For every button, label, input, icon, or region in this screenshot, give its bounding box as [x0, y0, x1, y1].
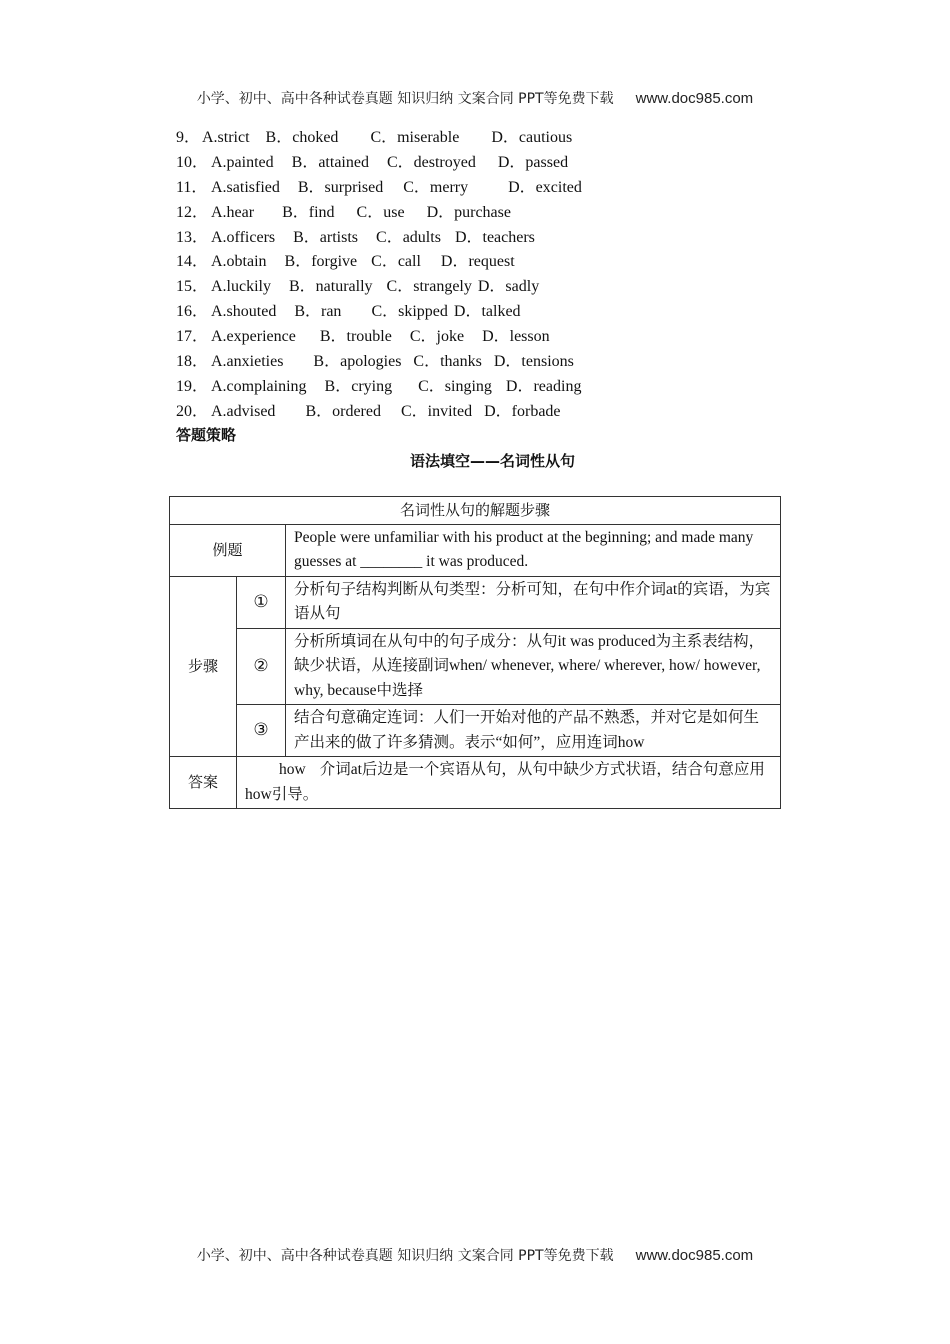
- table-header-row: [170, 497, 781, 525]
- answer-label: 答案: [170, 757, 237, 809]
- option-a: A.painted: [211, 153, 274, 171]
- question-item: [176, 400, 596, 425]
- answer-row: [170, 757, 781, 809]
- question-number: 12．: [176, 203, 209, 221]
- option-d: D．talked: [453, 303, 521, 321]
- option-d: D．reading: [505, 377, 582, 395]
- step-text: 结合句意确定连词：人们一开始对他的产品不熟悉，并对它是如何生产出来的做了许多猜测。表示“如何”，应用连词how: [286, 705, 781, 757]
- answer-text: 介词at后边是一个宾语从句，从句中缺少方式状语，结合句意应用how引导。: [245, 761, 765, 803]
- option-c: C．destroyed: [386, 153, 476, 171]
- question-item: [176, 151, 596, 176]
- option-c: C．strangely: [386, 278, 472, 296]
- option-d: D．teachers: [454, 228, 535, 246]
- option-c: C．invited: [400, 402, 473, 420]
- step-mark: ①: [237, 576, 286, 628]
- option-c: C．miserable: [370, 129, 460, 146]
- option-b: B．forgive: [284, 253, 358, 271]
- question-number: 19．: [176, 377, 209, 395]
- question-number: 15．: [176, 278, 209, 296]
- step-mark: ③: [237, 705, 286, 757]
- option-d: D．forbade: [484, 402, 561, 420]
- question-number: 14．: [176, 253, 209, 271]
- question-item: [176, 275, 596, 300]
- example-text: People were unfamiliar with his product at the beginning; and made many guesses at ________ it was produced.: [286, 524, 781, 576]
- step-row: [170, 576, 781, 628]
- question-number: 13．: [176, 228, 209, 246]
- option-c: C．call: [371, 253, 421, 271]
- page-header: [0, 88, 950, 108]
- option-c: C．singing: [418, 377, 492, 395]
- step-mark: ②: [237, 628, 286, 705]
- option-b: B．artists: [293, 228, 359, 246]
- question-list: [176, 126, 596, 425]
- question-number: 9．: [176, 129, 201, 146]
- option-a: A.complaining: [211, 377, 307, 395]
- question-item: [176, 325, 596, 350]
- option-a: A.anxieties: [211, 353, 284, 371]
- question-number: 16．: [176, 303, 209, 321]
- option-b: B．choked: [265, 129, 339, 146]
- option-b: B．attained: [291, 153, 369, 171]
- question-number: 17．: [176, 328, 209, 346]
- option-d: D．excited: [508, 178, 582, 196]
- question-number: 18．: [176, 353, 209, 371]
- footer-text: 小学、初中、高中各种试卷真题 知识归纳 文案合同 PPT等免费下载: [196, 1248, 614, 1264]
- answer-word: how: [279, 761, 306, 778]
- question-number: 10．: [176, 153, 209, 171]
- option-b: B．surprised: [297, 178, 384, 196]
- option-a: A.hear: [211, 203, 255, 221]
- option-a: A.satisfied: [211, 178, 280, 196]
- question-item: [176, 250, 596, 275]
- section-title: 语法填空——名词性从句: [409, 452, 575, 470]
- option-c: C．skipped: [371, 303, 448, 321]
- option-c: C．adults: [376, 228, 441, 246]
- question-number: 11．: [176, 178, 208, 196]
- option-b: B．apologies: [313, 353, 402, 371]
- option-d: D．purchase: [426, 203, 511, 221]
- option-d: D．cautious: [491, 129, 573, 146]
- option-c: C．merry: [403, 178, 469, 196]
- option-b: B．trouble: [319, 328, 392, 346]
- step-row: [170, 628, 781, 705]
- option-d: D．passed: [497, 153, 569, 171]
- option-b: B．find: [282, 203, 335, 221]
- option-d: D．request: [440, 253, 515, 271]
- question-item: [176, 226, 596, 251]
- page-footer: [0, 1245, 950, 1265]
- step-text: 分析所填词在从句中的句子成分：从句it was produced为主系表结构，缺少状语，从连接副词when/ whenever, where/ wherever, how/ however, why, because中选择: [286, 628, 781, 705]
- header-text: 小学、初中、高中各种试卷真题 知识归纳 文案合同 PPT等免费下载: [196, 91, 614, 107]
- option-c: C．thanks: [413, 353, 482, 371]
- solution-steps-table: [169, 496, 781, 809]
- option-a: A.officers: [211, 228, 276, 246]
- option-a: A.luckily: [211, 278, 271, 296]
- option-b: B．ran: [294, 303, 342, 321]
- option-a: A.experience: [211, 328, 296, 346]
- question-item: [176, 300, 596, 325]
- example-label: 例题: [170, 524, 286, 576]
- question-item: [176, 126, 596, 151]
- steps-label: 步骤: [170, 576, 237, 757]
- option-b: B．crying: [324, 377, 393, 395]
- option-c: C．joke: [409, 328, 465, 346]
- question-item: [176, 176, 596, 201]
- question-item: [176, 201, 596, 226]
- option-d: D．sadly: [477, 278, 540, 296]
- option-c: C．use: [356, 203, 405, 221]
- question-item: [176, 350, 596, 375]
- step-row: [170, 705, 781, 757]
- answer-cell: [237, 757, 781, 809]
- option-d: D．lesson: [482, 328, 550, 346]
- example-row: [170, 524, 781, 576]
- table-header: 名词性从句的解题步骤: [170, 497, 781, 525]
- option-b: B．naturally: [289, 278, 373, 296]
- option-b: B．ordered: [305, 402, 381, 420]
- header-url[interactable]: www.doc985.com: [635, 90, 754, 107]
- option-a: A.strict: [202, 129, 250, 146]
- question-number: 20．: [176, 402, 209, 420]
- footer-url[interactable]: www.doc985.com: [635, 1247, 754, 1264]
- question-item: [176, 375, 596, 400]
- option-a: A.advised: [211, 402, 276, 420]
- strategy-label: 答题策略: [176, 426, 237, 444]
- option-d: D．tensions: [493, 353, 574, 371]
- option-a: A.obtain: [211, 253, 267, 271]
- step-text: 分析句子结构判断从句类型：分析可知，在句中作介词at的宾语，为宾语从句: [286, 576, 781, 628]
- option-a: A.shouted: [211, 303, 277, 321]
